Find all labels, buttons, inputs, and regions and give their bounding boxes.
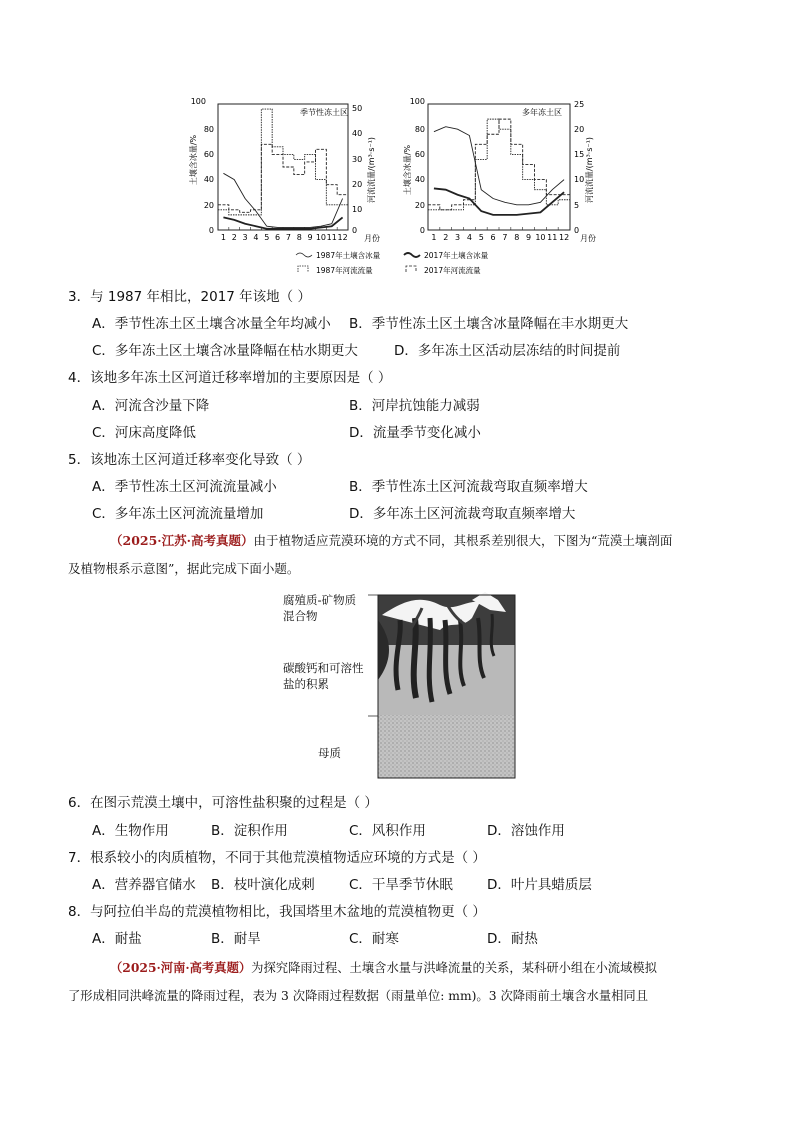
chart2-month-tick: 11 bbox=[547, 233, 558, 242]
chart1-month-unit: 月份 bbox=[364, 234, 380, 243]
legend-2017-flow-swatch bbox=[406, 266, 416, 272]
chart1-month-tick: 9 bbox=[307, 233, 313, 242]
parent-material-layer bbox=[378, 715, 515, 778]
question-4-option-b: B．河岸抗蚀能力减弱 bbox=[349, 398, 480, 414]
intro-jiangsu-text2: 及植物根系示意图”，据此完成下面小题。 bbox=[68, 561, 300, 576]
chart2-right-axis-label: 河流流量/(m³·s⁻¹) bbox=[585, 136, 594, 204]
chart2-rt-3: 10 bbox=[574, 175, 585, 184]
chart1-month-tick: 5 bbox=[264, 233, 270, 242]
chart1-rt-2: 30 bbox=[352, 155, 363, 164]
chart2-lt-2: 60 bbox=[414, 150, 425, 159]
chart1-rt-3: 20 bbox=[352, 180, 363, 189]
chart1-lt-1: 80 bbox=[203, 125, 214, 134]
question-4-option-d: D．流量季节变化减小 bbox=[349, 425, 481, 441]
intro-henan-text2: 了形成相同洪峰流量的降雨过程，表为 3 次降雨过程数据（雨量单位: mm)。3 次降雨前土壤含水量相同且 bbox=[68, 989, 649, 1003]
chart2-lt-0: 100 bbox=[409, 97, 425, 106]
chart2-month-tick: 4 bbox=[466, 233, 472, 242]
question-8-option-a: A．耐盐 bbox=[92, 931, 142, 947]
question-5-option-d: D．多年冻土区河流裁弯取直频率增大 bbox=[349, 506, 576, 522]
intro-jiangsu-source: （2025·江苏·高考真题） bbox=[110, 533, 254, 548]
legend-1987-ice: 1987年土壤含冰量 bbox=[316, 251, 381, 260]
chart2-lt-1: 80 bbox=[414, 125, 425, 134]
chart2-rt-4: 5 bbox=[574, 201, 580, 210]
chart-legend bbox=[296, 250, 489, 275]
chart2-title: 多年冻土区 bbox=[522, 108, 562, 117]
question-3-stem: 3．与 1987 年相比，2017 年该地（ ） bbox=[68, 289, 311, 305]
question-3-option-a: A．季节性冻土区土壤含冰量全年均减小 bbox=[92, 316, 331, 332]
question-5-option-b: B．季节性冻土区河流裁弯取直频率增大 bbox=[349, 479, 588, 495]
question-7-option-a: A．营养器官储水 bbox=[92, 877, 196, 893]
legend-1987-ice-swatch bbox=[296, 253, 312, 257]
question-3-option-b: B．季节性冻土区土壤含冰量降幅在丰水期更大 bbox=[349, 316, 629, 332]
soil-label-mid-2: 盐的积累 bbox=[283, 677, 329, 691]
chart1-rt-0: 50 bbox=[352, 104, 363, 113]
chart1-title: 季节性冻土区 bbox=[300, 108, 348, 117]
chart2-month-tick: 10 bbox=[535, 233, 546, 242]
question-7-option-c: C．干旱季节休眠 bbox=[349, 877, 453, 893]
chart2-month-tick: 9 bbox=[526, 233, 532, 242]
chart2-lt-3: 40 bbox=[414, 175, 425, 184]
chart1-month-tick: 4 bbox=[253, 233, 259, 242]
legend-2017-ice: 2017年土壤含冰量 bbox=[424, 251, 489, 260]
intro-henan-text1: 为探究降雨过程、土壤含水量与洪峰流量的关系，某科研小组在小流域模拟 bbox=[251, 961, 657, 975]
legend-1987-flow: 1987年河流流量 bbox=[316, 266, 373, 275]
question-5-stem: 5．该地冻土区河道迁移率变化导致（ ） bbox=[68, 452, 311, 468]
chart1-month-tick: 2 bbox=[231, 233, 237, 242]
chart1-lt-4: 20 bbox=[203, 201, 214, 210]
chart1-month-tick: 11 bbox=[326, 233, 337, 242]
chart2-month-unit: 月份 bbox=[580, 234, 596, 243]
intro-jiangsu-line1 bbox=[110, 528, 672, 554]
chart2-month-tick: 3 bbox=[455, 233, 461, 242]
chart1-lt-3: 40 bbox=[203, 175, 214, 184]
question-8-stem: 8．与阿拉伯半岛的荒漠植物相比，我国塔里木盆地的荒漠植物更（ ） bbox=[68, 904, 486, 920]
question-4-option-a: A．河流含沙量下降 bbox=[92, 398, 210, 414]
chart2-month-tick: 6 bbox=[490, 233, 496, 242]
chart2-rt-0: 25 bbox=[574, 100, 585, 109]
chart1-month-tick: 3 bbox=[242, 233, 248, 242]
chart2-series-2 bbox=[434, 188, 564, 214]
question-5-option-a: A．季节性冻土区河流流量减小 bbox=[92, 479, 277, 495]
chart1-rt-1: 40 bbox=[352, 129, 363, 138]
question-6-stem: 6．在图示荒漠土壤中，可溶性盐积聚的过程是（ ） bbox=[68, 795, 378, 811]
question-7-option-b: B．枝叶演化成刺 bbox=[211, 877, 315, 893]
soil-label-top-2: 混合物 bbox=[283, 609, 318, 623]
chart2-lt-5: 0 bbox=[419, 226, 425, 235]
soil-label-mid-1: 碳酸钙和可溶性 bbox=[283, 661, 364, 675]
intro-jiangsu-text1: 由于植物适应荒漠环境的方式不同，其根系差别很大，下图为“荒漠土壤剖面 bbox=[253, 533, 673, 548]
intro-henan-source: （2025·河南·高考真题） bbox=[110, 960, 252, 975]
question-8-option-d: D．耐热 bbox=[487, 931, 538, 947]
chart1-lt-2: 60 bbox=[203, 150, 214, 159]
chart1-month-tick: 7 bbox=[285, 233, 291, 242]
chart2-month-tick: 8 bbox=[514, 233, 520, 242]
chart1-left-axis-label: 土壤含冰量/% bbox=[189, 134, 198, 186]
chart1-rt-5: 0 bbox=[352, 226, 358, 235]
chart2-left-axis-label: 土壤含冰量/% bbox=[403, 144, 412, 196]
chart2-month-tick: 7 bbox=[502, 233, 508, 242]
chart2-lt-4: 20 bbox=[414, 201, 425, 210]
chart1-month-tick: 6 bbox=[275, 233, 281, 242]
chart-seasonal-frozen bbox=[188, 97, 380, 243]
chart2-month-tick: 2 bbox=[443, 233, 449, 242]
legend-2017-flow: 2017年河流流量 bbox=[424, 266, 481, 275]
question-5-option-c: C．多年冻土区河流流量增加 bbox=[92, 506, 264, 522]
chart1-month-tick: 8 bbox=[296, 233, 302, 242]
chart1-series-4 bbox=[218, 144, 348, 212]
soil-label-bottom: 母质 bbox=[318, 746, 341, 760]
question-7-option-d: D．叶片具蜡质层 bbox=[487, 877, 592, 893]
soil-profile-figure bbox=[360, 590, 520, 782]
chart1-rt-4: 10 bbox=[352, 205, 363, 214]
question-6-option-d: D．溶蚀作用 bbox=[487, 823, 565, 839]
chart2-month-tick: 1 bbox=[431, 233, 437, 242]
chart2-rt-1: 20 bbox=[574, 125, 585, 134]
chart1-month-tick: 12 bbox=[337, 233, 348, 242]
chart2-rt-5: 0 bbox=[574, 226, 580, 235]
chart1-right-axis-label: 河流流量/(m³·s⁻¹) bbox=[367, 136, 376, 204]
question-7-stem: 7．根系较小的肉质植物，不同于其他荒漠植物适应环境的方式是（ ） bbox=[68, 850, 486, 866]
legend-2017-ice-swatch bbox=[404, 253, 420, 257]
chart2-series-4 bbox=[428, 119, 570, 210]
question-4-stem: 4．该地多年冻土区河道迁移率增加的主要原因是（ ） bbox=[68, 370, 392, 386]
intro-henan-line1 bbox=[110, 955, 657, 981]
frozen-soil-charts bbox=[0, 0, 794, 285]
question-3-option-c: C．多年冻土区土壤含冰量降幅在枯水期更大 bbox=[92, 343, 358, 359]
chart1-lt-0: 100 bbox=[190, 97, 206, 106]
question-6-option-c: C．风积作用 bbox=[349, 823, 426, 839]
chart-permafrost bbox=[402, 97, 596, 243]
question-6-option-b: B．淀积作用 bbox=[211, 823, 288, 839]
question-8-option-b: B．耐旱 bbox=[211, 931, 261, 947]
chart1-series-1 bbox=[223, 173, 342, 227]
chart1-month-tick: 1 bbox=[220, 233, 226, 242]
question-8-option-c: C．耐寒 bbox=[349, 931, 399, 947]
chart1-month-tick: 10 bbox=[315, 233, 327, 242]
chart1-lt-5: 0 bbox=[208, 226, 214, 235]
legend-1987-flow-swatch bbox=[298, 266, 308, 272]
question-3-option-d: D．多年冻土区活动层冻结的时间提前 bbox=[394, 343, 621, 359]
chart2-rt-2: 15 bbox=[574, 150, 585, 159]
question-6-option-a: A．生物作用 bbox=[92, 823, 169, 839]
chart2-month-tick: 5 bbox=[478, 233, 484, 242]
question-4-option-c: C．河床高度降低 bbox=[92, 425, 196, 441]
chart2-month-tick: 12 bbox=[558, 233, 570, 242]
soil-label-top-1: 腐殖质-矿物质 bbox=[283, 593, 357, 607]
